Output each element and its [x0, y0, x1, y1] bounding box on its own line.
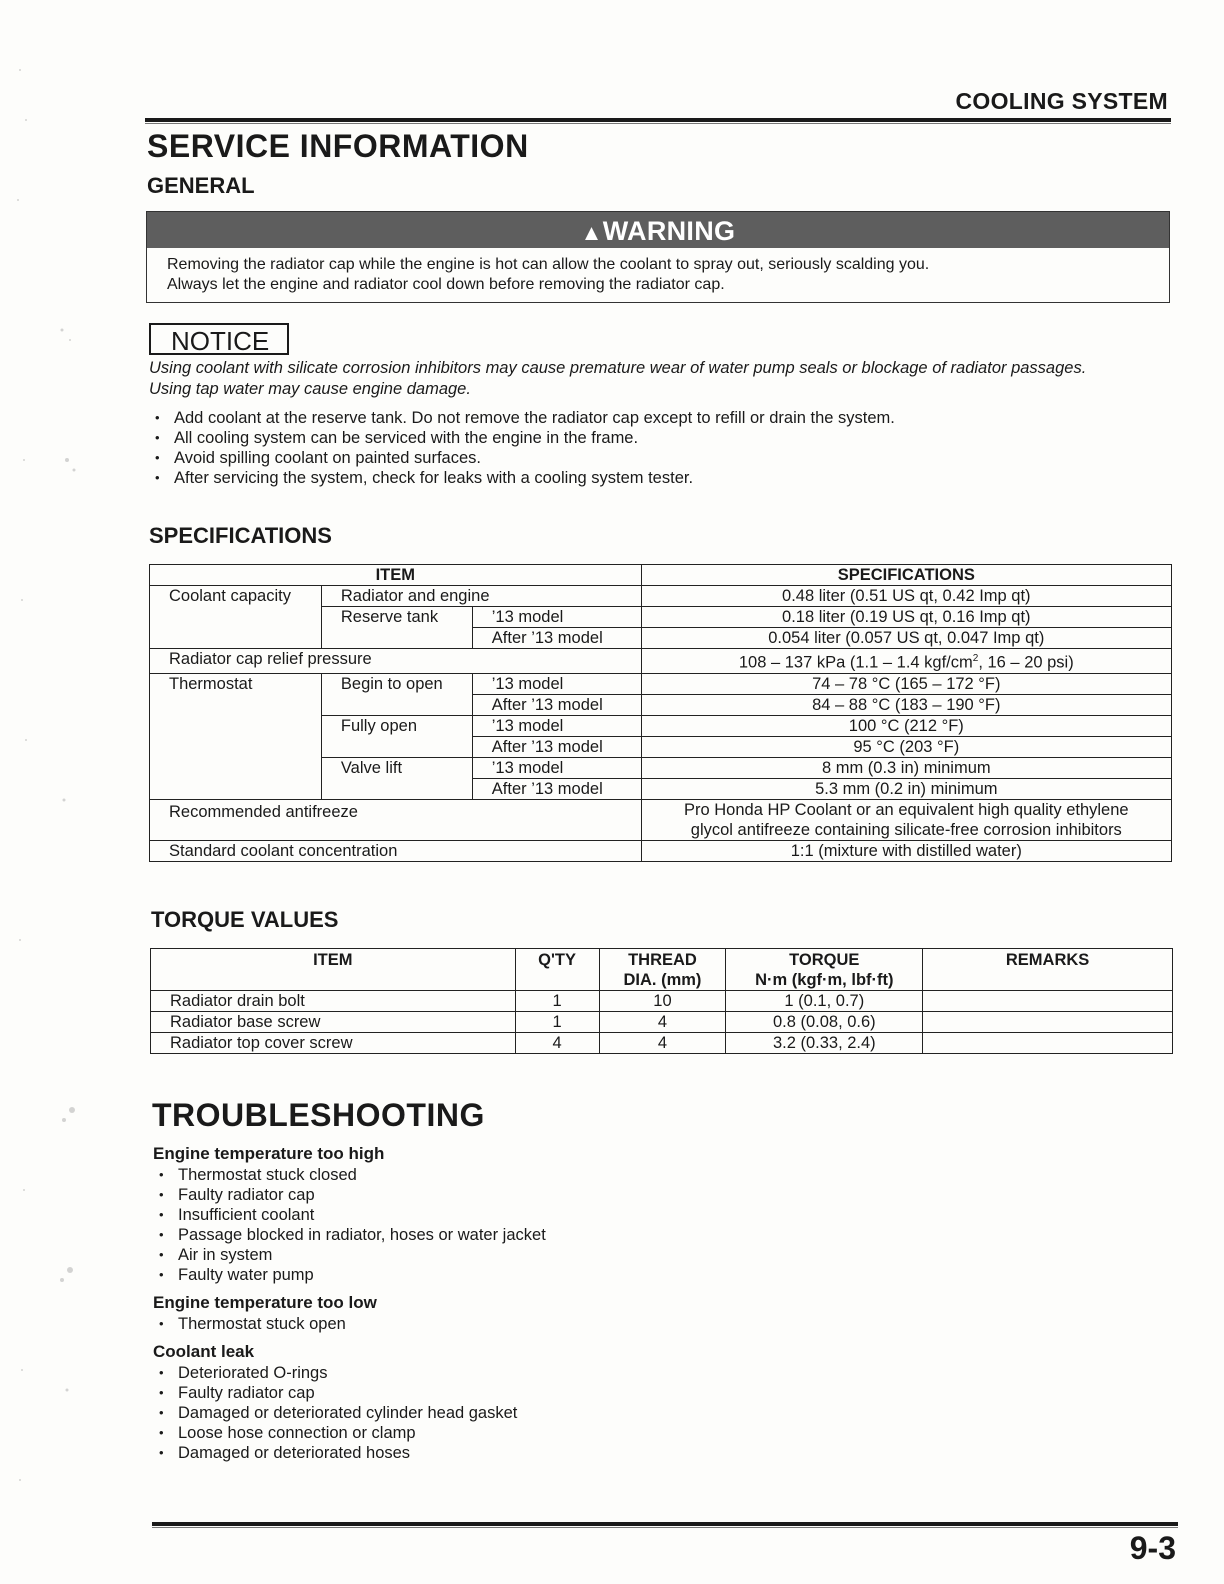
table-cell: Radiator top cover screw — [151, 1033, 516, 1054]
group-heading: Coolant leak — [153, 1342, 255, 1361]
notice-label: NOTICE — [149, 323, 289, 355]
table-cell: 4 — [599, 1012, 726, 1033]
group-items — [153, 1363, 853, 1463]
table-row — [150, 649, 1172, 674]
group-items — [153, 1165, 853, 1285]
header-rule-thin — [145, 123, 1171, 124]
list-item: • Loose hose connection or clamp — [153, 1423, 853, 1443]
warning-line-1: Removing the radiator cap while the engine is hot can allow the coolant to spray out, seriously scalding you. — [167, 256, 930, 273]
table-cell: 1 — [515, 1012, 599, 1033]
table-cell: After ’13 model — [472, 694, 641, 715]
col-header-thread — [599, 949, 726, 991]
troubleshooting-list — [153, 1143, 853, 1463]
table-cell: 95 °C (203 °F) — [641, 736, 1171, 757]
group-heading: Engine temperature too low — [153, 1293, 377, 1312]
thread-header-line-2: DIA. (mm) — [623, 971, 702, 989]
table-cell: Fully open — [321, 715, 472, 757]
list-item: • Thermostat stuck open — [153, 1314, 853, 1334]
relief-value-a: 108 – 137 kPa (1.1 – 1.4 kgf/cm — [738, 653, 973, 672]
table-header-row — [150, 565, 1172, 586]
table-cell: ’13 model — [472, 673, 641, 694]
table-cell: Recommended antifreeze — [150, 799, 642, 840]
general-bullets — [149, 408, 1149, 488]
list-item: • Damaged or deteriorated hoses — [153, 1443, 853, 1463]
table-row — [151, 1033, 1173, 1054]
torque-table — [150, 948, 1173, 1054]
table-cell: 84 – 88 °C (183 – 190 °F) — [641, 694, 1171, 715]
specifications-table — [149, 564, 1172, 862]
general-heading: GENERAL — [147, 173, 255, 198]
table-cell: 74 – 78 °C (165 – 172 °F) — [641, 673, 1171, 694]
relief-value-sup: 2 — [972, 653, 979, 664]
table-row — [150, 840, 1172, 861]
torque-values-heading: TORQUE VALUES — [151, 907, 339, 932]
table-row — [150, 799, 1172, 840]
list-item: • Insufficient coolant — [153, 1205, 853, 1225]
list-item: • Deteriorated O-rings — [153, 1363, 853, 1383]
warning-triangle-icon: ▲ — [580, 220, 603, 245]
table-cell: 10 — [599, 991, 726, 1012]
table-cell: Standard coolant concentration — [150, 840, 642, 861]
table-cell: 3.2 (0.33, 2.4) — [726, 1033, 923, 1054]
table-cell: ’13 model — [472, 607, 641, 628]
table-cell: 0.8 (0.08, 0.6) — [726, 1012, 923, 1033]
table-cell: 4 — [599, 1033, 726, 1054]
col-header-spec: SPECIFICATIONS — [641, 565, 1171, 586]
table-cell: 0.054 liter (0.057 US qt, 0.047 Imp qt) — [641, 628, 1171, 649]
table-cell: Begin to open — [321, 673, 472, 715]
table-cell — [923, 991, 1173, 1012]
table-cell: 8 mm (0.3 in) minimum — [641, 757, 1171, 778]
table-cell: 1 — [515, 991, 599, 1012]
table-cell: 5.3 mm (0.2 in) minimum — [641, 778, 1171, 799]
warning-text — [147, 248, 1169, 295]
torque-header-line-1: TORQUE — [789, 951, 860, 969]
table-cell: 4 — [515, 1033, 599, 1054]
table-cell — [923, 1012, 1173, 1033]
table-cell: Thermostat — [150, 673, 322, 799]
table-cell: Reserve tank — [321, 607, 472, 649]
col-header-remarks: REMARKS — [923, 949, 1173, 991]
warning-line-2: Always let the engine and radiator cool down before removing the radiator cap. — [167, 276, 725, 293]
warning-bar — [147, 212, 1169, 248]
notice-line-2: Using tap water may cause engine damage. — [149, 380, 471, 398]
list-item: • Passage blocked in radiator, hoses or water jacket — [153, 1225, 853, 1245]
table-cell: ’13 model — [472, 757, 641, 778]
list-item: • Add coolant at the reserve tank. Do not remove the radiator cap except to refill or drain the system. — [149, 408, 1149, 428]
table-row — [150, 586, 1172, 607]
list-item: • Faulty radiator cap — [153, 1185, 853, 1205]
table-cell: Radiator base screw — [151, 1012, 516, 1033]
col-header-item: ITEM — [150, 565, 642, 586]
warning-label: WARNING — [602, 216, 736, 246]
list-item: • Thermostat stuck closed — [153, 1165, 853, 1185]
section-header: COOLING SYSTEM — [955, 88, 1168, 114]
table-cell: 100 °C (212 °F) — [641, 715, 1171, 736]
footer-rule-thin — [152, 1527, 1178, 1528]
table-cell — [923, 1033, 1173, 1054]
table-cell — [641, 799, 1171, 840]
col-header-torque — [726, 949, 923, 991]
table-row — [151, 1012, 1173, 1033]
list-item: • Damaged or deteriorated cylinder head gasket — [153, 1403, 853, 1423]
table-cell: Radiator cap relief pressure — [150, 649, 642, 674]
table-cell: 1 (0.1, 0.7) — [726, 991, 923, 1012]
table-cell: Coolant capacity — [150, 586, 322, 649]
page-number: 9-3 — [1129, 1530, 1176, 1566]
notice-text — [149, 358, 1179, 400]
list-item: • Air in system — [153, 1245, 853, 1265]
table-cell: After ’13 model — [472, 736, 641, 757]
table-cell: ’13 model — [472, 715, 641, 736]
table-header-row — [151, 949, 1173, 991]
footer-rule — [152, 1522, 1178, 1526]
group-items — [153, 1314, 853, 1334]
warning-box — [146, 211, 1170, 303]
antifreeze-line-2: glycol antifreeze containing silicate-free corrosion inhibitors — [690, 820, 1122, 839]
table-cell: Radiator drain bolt — [151, 991, 516, 1012]
relief-value-b: , 16 – 20 psi) — [978, 653, 1074, 672]
table-row — [150, 673, 1172, 694]
scan-margin-speckle — [12, 40, 82, 1520]
list-item: • Avoid spilling coolant on painted surfaces. — [149, 448, 1149, 468]
table-cell: 0.18 liter (0.19 US qt, 0.16 Imp qt) — [641, 607, 1171, 628]
notice-line-1: Using coolant with silicate corrosion inhibitors may cause premature wear of water pump seals or blockage of radiator passages. — [149, 359, 1087, 377]
table-cell: Radiator and engine — [321, 586, 641, 607]
group-heading: Engine temperature too high — [153, 1144, 385, 1163]
table-cell — [641, 649, 1171, 674]
col-header-item: ITEM — [151, 949, 516, 991]
table-cell: Valve lift — [321, 757, 472, 799]
list-item: • All cooling system can be serviced with the engine in the frame. — [149, 428, 1149, 448]
specifications-heading: SPECIFICATIONS — [149, 523, 332, 548]
col-header-qty: Q'TY — [515, 949, 599, 991]
list-item: • Faulty water pump — [153, 1265, 853, 1285]
table-cell: 0.48 liter (0.51 US qt, 0.42 Imp qt) — [641, 586, 1171, 607]
torque-header-line-2: N·m (kgf·m, lbf·ft) — [755, 971, 894, 989]
header-rule — [145, 118, 1171, 122]
list-item: • Faulty radiator cap — [153, 1383, 853, 1403]
table-cell: 1:1 (mixture with distilled water) — [641, 840, 1171, 861]
table-cell: After ’13 model — [472, 778, 641, 799]
antifreeze-line-1: Pro Honda HP Coolant or an equivalent high quality ethylene — [684, 800, 1129, 819]
service-info-title: SERVICE INFORMATION — [147, 128, 529, 164]
table-cell: After ’13 model — [472, 628, 641, 649]
troubleshooting-title: TROUBLESHOOTING — [152, 1097, 485, 1133]
list-item: • After servicing the system, check for leaks with a cooling system tester. — [149, 468, 1149, 488]
table-row — [151, 991, 1173, 1012]
thread-header-line-1: THREAD — [628, 951, 697, 969]
